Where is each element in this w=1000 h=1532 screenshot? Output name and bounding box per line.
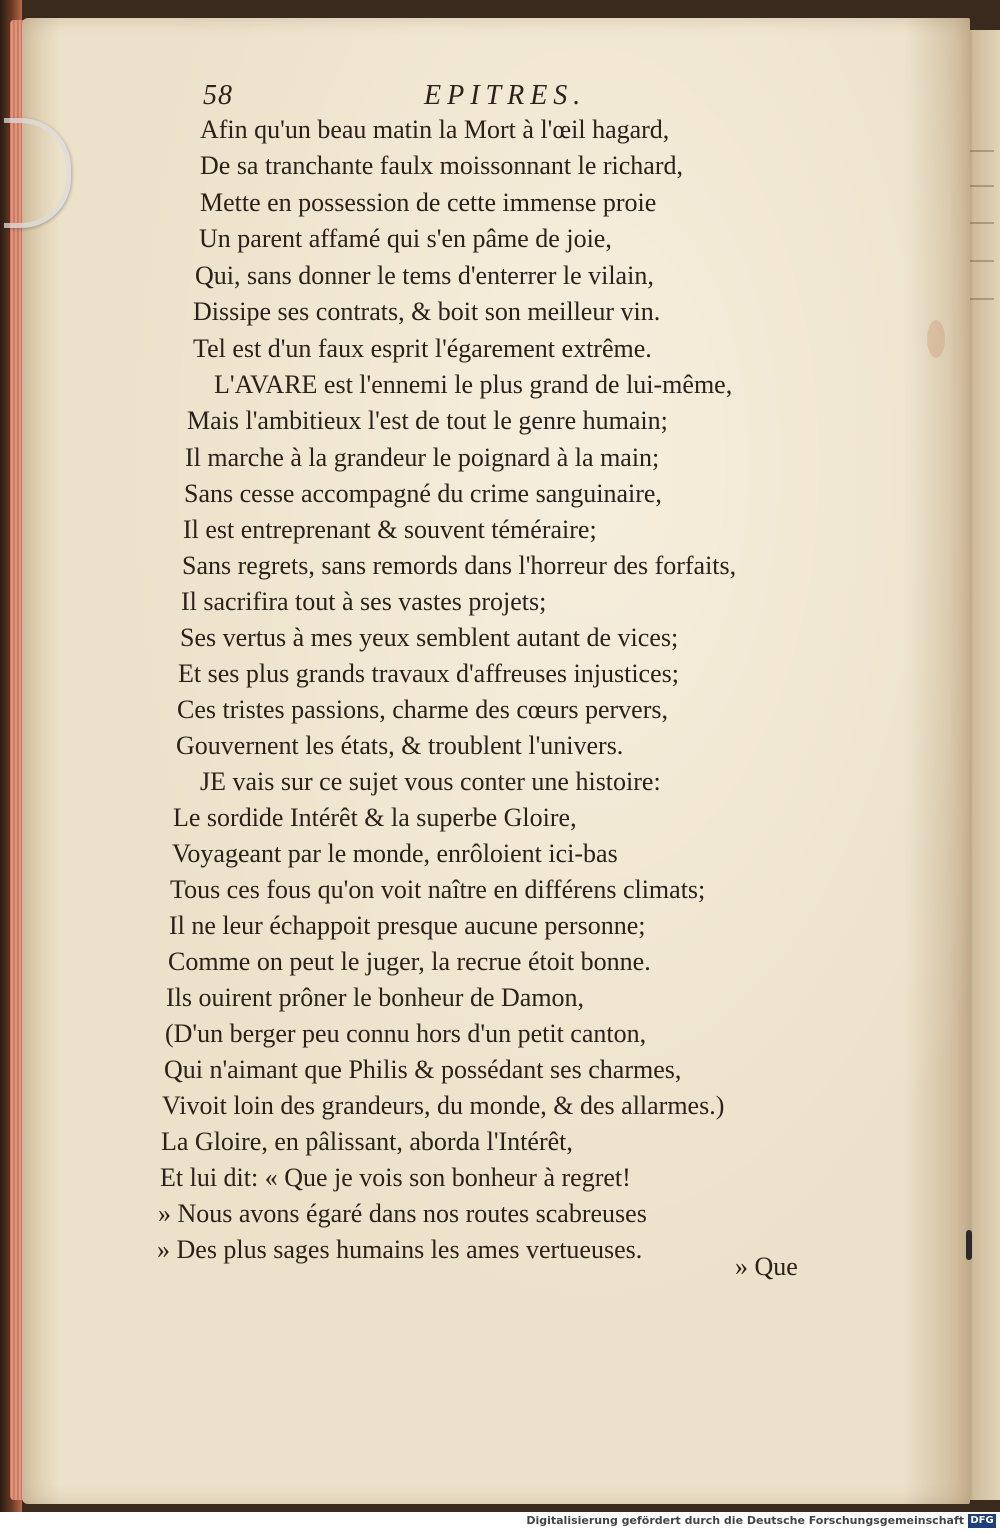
page-number: 58	[203, 80, 233, 111]
verse-line: Il sacrifira tout à ses vastes projets;	[181, 587, 547, 616]
verse-line: Ses vertus à mes yeux semblent autant de vices;	[180, 623, 679, 652]
verse-line: Et ses plus grands travaux d'affreuses injustices;	[178, 659, 679, 688]
verse-line: Gouvernent les états, & troublent l'univers.	[176, 731, 624, 760]
bleed-through-mark	[968, 222, 994, 224]
verse-line: Qui, sans donner le tems d'enterrer le vilain,	[195, 261, 654, 290]
verse-line: L'AVARE est l'ennemi le plus grand de lui-même,	[214, 370, 733, 399]
verse-line: Sans regrets, sans remords dans l'horreur des forfaits,	[182, 551, 737, 580]
verse-line: Voyageant par le monde, enrôloient ici-bas	[172, 839, 618, 868]
verse-line: Il est entreprenant & souvent téméraire;	[183, 515, 597, 544]
verse-line: Mais l'ambitieux l'est de tout le genre humain;	[187, 406, 668, 435]
bleed-through-mark	[968, 260, 994, 262]
verse-line: Ces tristes passions, charme des cœurs pervers,	[177, 695, 668, 724]
bleed-through-mark	[968, 150, 994, 152]
verse-line: Un parent affamé qui s'en pâme de joie,	[199, 224, 612, 253]
verse-line: Dissipe ses contrats, & boit son meilleur vin.	[193, 297, 661, 326]
binding-thread	[966, 1230, 972, 1260]
verse-line: De sa tranchante faulx moissonnant le richard,	[200, 151, 683, 180]
verse-line: Mette en possession de cette immense proie	[200, 188, 657, 217]
verse-line: Ils ouirent prôner le bonheur de Damon,	[166, 983, 585, 1012]
verse-line: Afin qu'un beau matin la Mort à l'œil hagard,	[200, 115, 670, 144]
verse-line: Il marche à la grandeur le poignard à la main;	[185, 443, 660, 472]
verse-line: Tous ces fous qu'on voit naître en différens climats;	[170, 875, 706, 904]
bleed-through-mark	[968, 298, 994, 300]
verse-line: Il ne leur échappoit presque aucune personne;	[169, 911, 646, 940]
bleed-through-mark	[968, 185, 994, 187]
funding-credit: Digitalisierung gefördert durch die Deutsche Forschungsgemeinschaft	[526, 1514, 964, 1527]
footer-bar	[0, 1512, 1000, 1532]
verse-line: Comme on peut le juger, la recrue étoit bonne.	[168, 947, 651, 976]
catchword: » Que	[735, 1252, 798, 1281]
verse-line: » Des plus sages humains les ames vertueuses.	[157, 1235, 643, 1264]
verse-block	[0, 110, 960, 1264]
verse-line: Et lui dit: « Que je vois son bonheur à regret!	[160, 1163, 631, 1192]
dfg-logo-icon: DFG	[968, 1514, 996, 1528]
verse-line: Qui n'aimant que Philis & possédant ses charmes,	[164, 1055, 682, 1084]
verse-line: Tel est d'un faux esprit l'égarement extrême.	[193, 334, 652, 363]
verse-line: Vivoit loin des grandeurs, du monde, & des allarmes.)	[162, 1091, 725, 1120]
running-title: EPITRES.	[424, 80, 587, 111]
verse-line: JE vais sur ce sujet vous conter une histoire:	[200, 767, 661, 796]
verse-line: Sans cesse accompagné du crime sanguinaire,	[184, 479, 662, 508]
verse-line: » Nous avons égaré dans nos routes scabreuses	[158, 1199, 647, 1228]
verse-line: (D'un berger peu connu hors d'un petit canton,	[165, 1019, 647, 1048]
verse-line: La Gloire, en pâlissant, aborda l'Intérêt,	[161, 1127, 573, 1156]
verse-line: Le sordide Intérêt & la superbe Gloire,	[173, 803, 577, 832]
